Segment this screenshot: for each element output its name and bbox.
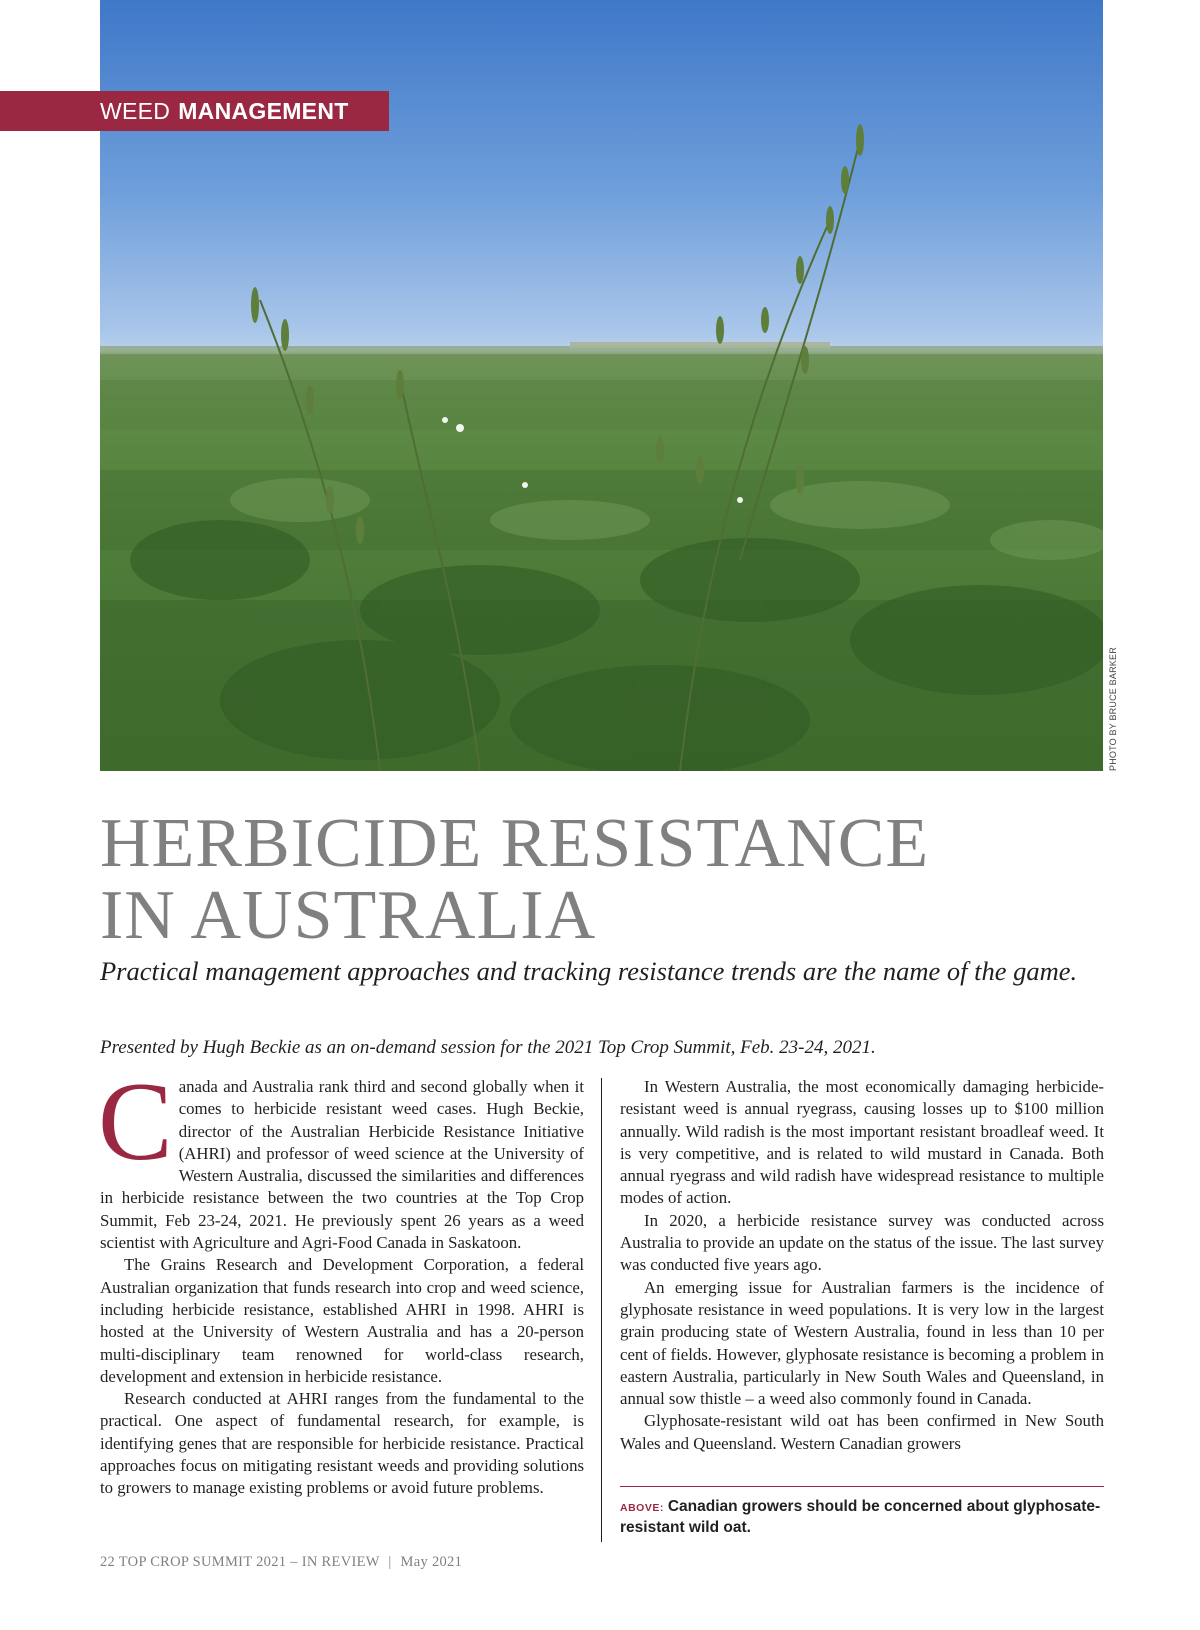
right-column bbox=[620, 1076, 1104, 1455]
section-label-light: WEED bbox=[100, 97, 171, 124]
paragraph: Glyphosate-resistant wild oat has been confirmed in New South Wales and Queensland. Western Canadian growers bbox=[620, 1411, 1104, 1453]
caption-rule bbox=[620, 1486, 1104, 1487]
paragraph: In 2020, a herbicide resistance survey was conducted across Australia to provide an update on the status of the issue. The last survey was conducted five years ago. bbox=[620, 1210, 1104, 1275]
article-title bbox=[100, 805, 1100, 954]
drop-cap: C bbox=[98, 1060, 173, 1184]
left-column bbox=[98, 1060, 584, 1500]
paragraph: In Western Australia, the most economically damaging herbicide-resistant weed is annual ryegrass, causing losses up to $100 million annually. Wild radish is the most important resistant broadleaf weed. It is very competitive, and is related to wild mustard in Canada. Both annual ryegrass and wild radish have widespread resistance to multiple modes of action. bbox=[620, 1077, 1104, 1208]
column-divider bbox=[601, 1078, 602, 1542]
publication-name: TOP CROP SUMMIT 2021 – IN REVIEW bbox=[118, 1554, 380, 1570]
issue-date: May 2021 bbox=[400, 1554, 463, 1570]
article-byline: Presented by Hugh Beckie as an on-demand session for the 2021 Top Crop Summit, Feb. 23-24, 2021. bbox=[100, 1037, 876, 1058]
footer-separator: | bbox=[388, 1554, 392, 1570]
paragraph: Research conducted at AHRI ranges from the fundamental to the practical. One aspect of fundamental research, for example, is identifying genes that are responsible for herbicide resistance. Practical approaches focus on mitigating resistant weeds and providing solutions to growers to manage existing problems or avoid future problems. bbox=[100, 1389, 584, 1498]
photo-caption bbox=[620, 1497, 1104, 1538]
photo-credit: PHOTO BY BRUCE BARKER bbox=[1108, 647, 1118, 771]
caption-text: Canadian growers should be concerned about glyphosate-resistant wild oat. bbox=[620, 1498, 1101, 1536]
title-line-2: IN AUSTRALIA bbox=[100, 877, 597, 954]
caption-label: ABOVE: bbox=[620, 1502, 664, 1514]
page-number: 22 bbox=[100, 1554, 116, 1570]
paragraph: An emerging issue for Australian farmers is the incidence of glyphosate resistance in weed populations. It is very low in the largest grain producing state of Western Australia, found in less than 10 per cent of fields. However, glyphosate resistance is becoming a problem in eastern Australia, particularly in New South Wales and Queensland, in annual sow thistle – a weed also commonly found in Canada. bbox=[620, 1277, 1104, 1409]
page-footer bbox=[100, 1554, 462, 1571]
paragraph: The Grains Research and Development Corporation, a federal Australian organization that funds research into crop and weed science, including herbicide resistance, established AHRI in 1998. AHRI is hosted at the University of Western Australia and has a 20-person multi-disciplinary team renowned for world-class research, development and extension in herbicide resistance. bbox=[100, 1255, 584, 1386]
section-label-bold: MANAGEMENT bbox=[178, 97, 349, 124]
paragraph: Canada and Australia rank third and second globally when it comes to herbicide resistant weed cases. Hugh Beckie, director of the Australian Herbicide Resistance Initiative (AHRI) and professor of weed science at the University of Western Australia, discussed the similarities and differences in herbicide resistance between the two countries at the Top Crop Summit, Feb 23-24, 2021. He previously spent 26 years as a weed scientist with Agriculture and Agri-Food Canada in Saskatoon. bbox=[98, 1060, 584, 1253]
article-subtitle: Practical management approaches and tracking resistance trends are the name of the game. bbox=[100, 956, 1078, 986]
section-banner bbox=[0, 91, 389, 131]
title-line-1: HERBICIDE RESISTANCE bbox=[100, 805, 930, 882]
